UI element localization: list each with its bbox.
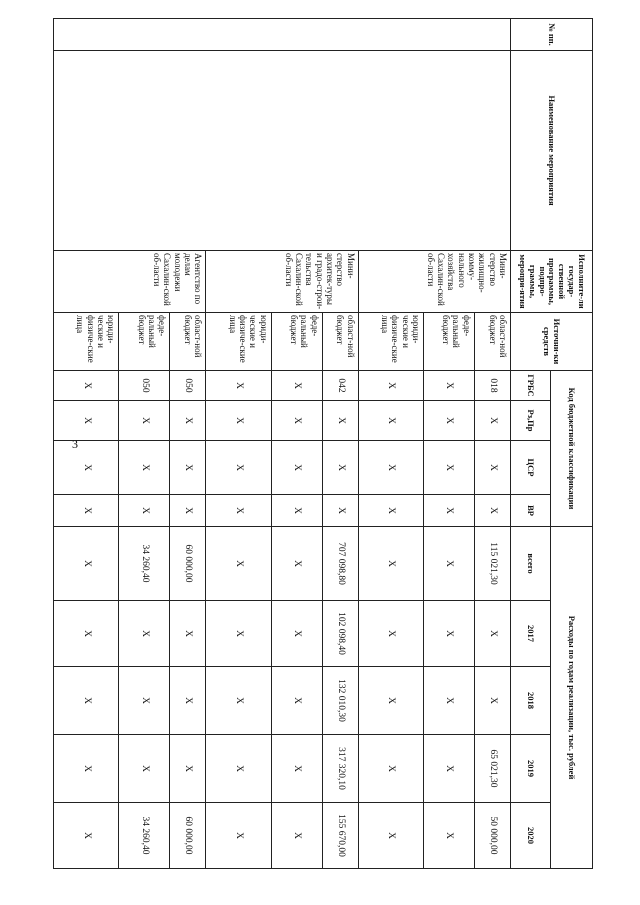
header-executor: Исполните-ли государ-ственной программы, подпро-граммы, меропри-ятия — [511, 251, 593, 313]
csr-cell: X — [170, 441, 206, 495]
y2019-cell: 317 320,10 — [322, 735, 358, 803]
rzpr-cell: X — [424, 401, 475, 441]
page-number: 3 — [72, 437, 78, 451]
rzpr-cell: X — [358, 401, 423, 441]
header-source: Источни-ки средств — [511, 313, 593, 371]
rzpr-cell: X — [322, 401, 358, 441]
budget-table — [53, 18, 593, 869]
source-cell: феде-ральный бюджет — [271, 313, 322, 371]
y2018-cell: 132 010,30 — [322, 667, 358, 735]
y2020-cell: 34 260,40 — [119, 803, 170, 869]
rzpr-cell: X — [119, 401, 170, 441]
grbs-cell: X — [424, 371, 475, 401]
header-2020: 2020 — [511, 803, 551, 869]
rzpr-cell: X — [54, 401, 119, 441]
source-cell: област-ной бюджет — [474, 313, 510, 371]
executor-cell: Агентство по делам молодежи Сахалин-ской об-ласти — [54, 251, 206, 313]
vr-cell: X — [271, 495, 322, 527]
rotated-table-container — [53, 18, 593, 868]
csr-cell: X — [54, 441, 119, 495]
rzpr-cell: X — [271, 401, 322, 441]
y2017-cell: 102 098,40 — [322, 601, 358, 667]
rzpr-cell: X — [474, 401, 510, 441]
y2020-cell: 155 670,00 — [322, 803, 358, 869]
source-cell: юриди-ческие и физиче-ские лица — [358, 313, 423, 371]
csr-cell: X — [322, 441, 358, 495]
vr-cell: X — [170, 495, 206, 527]
y2018-cell: X — [170, 667, 206, 735]
rzpr-cell: X — [170, 401, 206, 441]
vr-cell: X — [54, 495, 119, 527]
source-cell: феде-ральный бюджет — [424, 313, 475, 371]
y2020-cell: X — [54, 803, 119, 869]
grbs-cell: 042 — [322, 371, 358, 401]
y2018-cell: X — [119, 667, 170, 735]
header-vr: ВР — [511, 495, 551, 527]
grbs-cell: 018 — [474, 371, 510, 401]
y2018-cell: X — [271, 667, 322, 735]
y2018-cell: X — [206, 667, 271, 735]
source-cell: юриди-ческие и физиче-ские лица — [54, 313, 119, 371]
source-cell: юриди-ческие и физиче-ские лица — [206, 313, 271, 371]
vr-cell: X — [119, 495, 170, 527]
csr-cell: X — [474, 441, 510, 495]
executor-cell: Мини-стерство архитек-туры и градо-строи-тельства Сахалин-ской об-ласти — [206, 251, 358, 313]
header-grbs: ГРБС — [511, 371, 551, 401]
y2017-cell: X — [424, 601, 475, 667]
header-name: Наименование мероприятия — [511, 51, 593, 251]
y2019-cell: 65 021,30 — [474, 735, 510, 803]
csr-cell: X — [358, 441, 423, 495]
y2018-cell: X — [424, 667, 475, 735]
total-cell: 34 260,40 — [119, 527, 170, 601]
header-2017: 2017 — [511, 601, 551, 667]
y2019-cell: X — [170, 735, 206, 803]
y2017-cell: X — [170, 601, 206, 667]
y2018-cell: X — [358, 667, 423, 735]
csr-cell: X — [271, 441, 322, 495]
y2017-cell: X — [358, 601, 423, 667]
header-budget-code: Код бюджетной классификации — [551, 371, 593, 527]
y2017-cell: X — [119, 601, 170, 667]
grbs-cell: X — [271, 371, 322, 401]
header-expenses: Расходы по годам реализации, тыс. рублей — [551, 527, 593, 869]
y2019-cell: X — [54, 735, 119, 803]
header-rzpr: Рз,Пр — [511, 401, 551, 441]
grbs-cell: 050 — [170, 371, 206, 401]
row-num-cell — [54, 19, 511, 51]
source-cell: феде-ральный бюджет — [119, 313, 170, 371]
vr-cell: X — [474, 495, 510, 527]
y2017-cell: X — [271, 601, 322, 667]
row-name-cell — [54, 51, 511, 251]
grbs-cell: 050 — [119, 371, 170, 401]
y2018-cell: X — [474, 667, 510, 735]
y2020-cell: X — [206, 803, 271, 869]
y2017-cell: X — [54, 601, 119, 667]
total-cell: X — [271, 527, 322, 601]
header-csr: ЦСР — [511, 441, 551, 495]
csr-cell: X — [119, 441, 170, 495]
y2020-cell: X — [424, 803, 475, 869]
y2019-cell: X — [424, 735, 475, 803]
y2019-cell: X — [271, 735, 322, 803]
y2019-cell: X — [358, 735, 423, 803]
csr-cell: X — [424, 441, 475, 495]
y2020-cell: X — [358, 803, 423, 869]
grbs-cell: X — [206, 371, 271, 401]
vr-cell: X — [206, 495, 271, 527]
y2020-cell: X — [271, 803, 322, 869]
total-cell: 115 021,30 — [474, 527, 510, 601]
total-cell: X — [206, 527, 271, 601]
header-2019: 2019 — [511, 735, 551, 803]
grbs-cell: X — [54, 371, 119, 401]
y2017-cell: X — [206, 601, 271, 667]
executor-cell: Мини-стерство жилищно-комму-нального хозяйства Сахалин-ской об-ласти — [358, 251, 510, 313]
vr-cell: X — [424, 495, 475, 527]
csr-cell: X — [206, 441, 271, 495]
header-2018: 2018 — [511, 667, 551, 735]
vr-cell: X — [358, 495, 423, 527]
header-total: всего — [511, 527, 551, 601]
source-cell: област-ной бюджет — [170, 313, 206, 371]
source-cell: област-ной бюджет — [322, 313, 358, 371]
y2020-cell: 60 000,00 — [170, 803, 206, 869]
y2017-cell: X — [474, 601, 510, 667]
y2019-cell: X — [119, 735, 170, 803]
y2019-cell: X — [206, 735, 271, 803]
y2018-cell: X — [54, 667, 119, 735]
total-cell: X — [358, 527, 423, 601]
grbs-cell: X — [358, 371, 423, 401]
total-cell: 60 000,00 — [170, 527, 206, 601]
total-cell: X — [424, 527, 475, 601]
rzpr-cell: X — [206, 401, 271, 441]
total-cell: X — [54, 527, 119, 601]
header-num: № пп. — [511, 19, 593, 51]
y2020-cell: 50 000,00 — [474, 803, 510, 869]
vr-cell: X — [322, 495, 358, 527]
total-cell: 707 098,80 — [322, 527, 358, 601]
